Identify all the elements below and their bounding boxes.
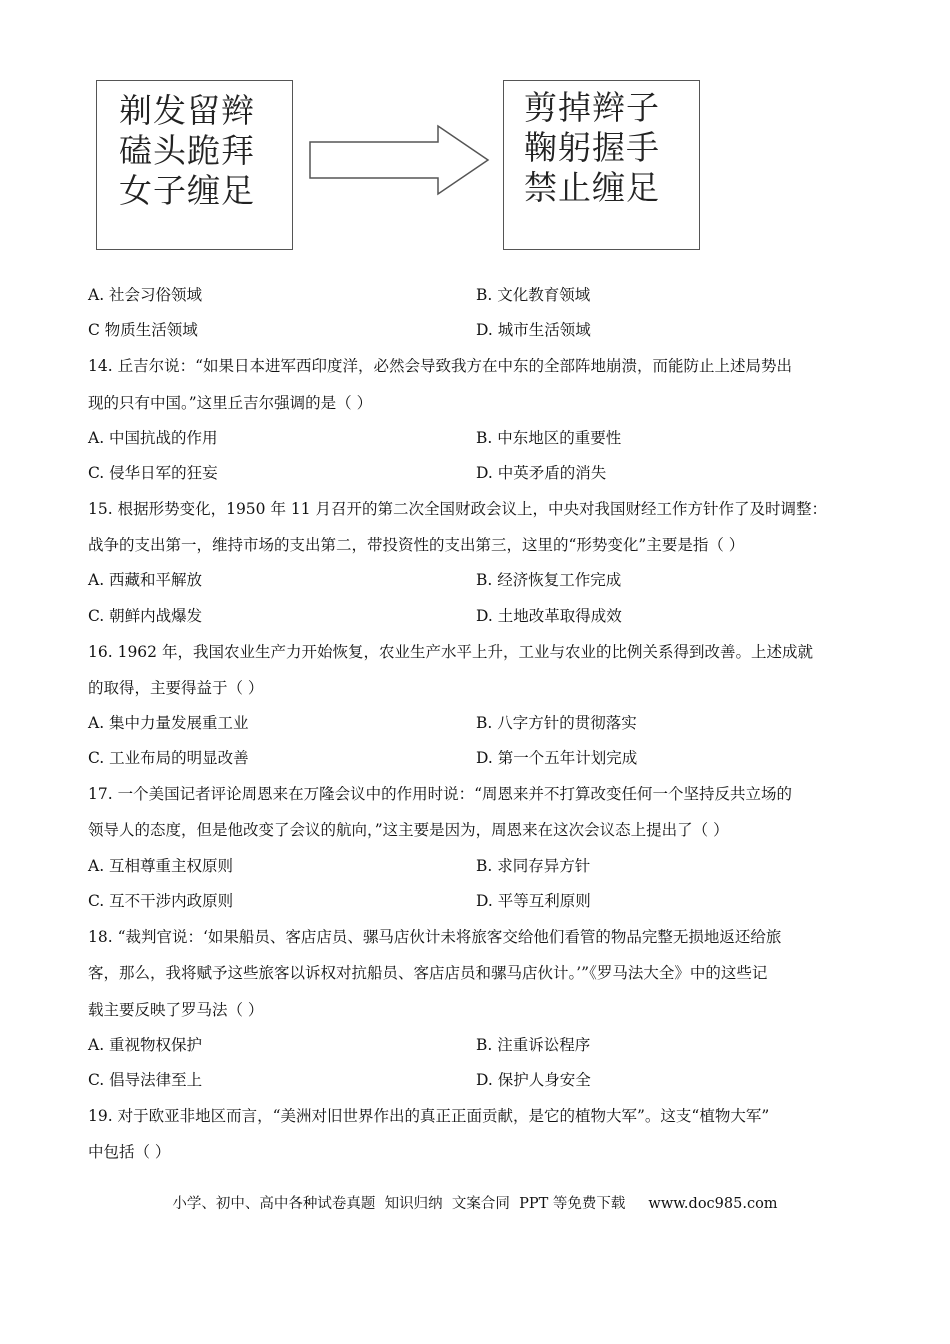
- left-box-line: 剃发留辫: [119, 91, 255, 130]
- right-box-line: 鞠躬握手: [524, 128, 660, 167]
- q14-option-b: B. 中东地区的重要性: [476, 429, 622, 447]
- q16-option-c: C. 工业布局的明显改善: [88, 749, 249, 767]
- q16-option-d: D. 第一个五年计划完成: [476, 749, 638, 767]
- q14-option-d: D. 中英矛盾的消失: [476, 464, 607, 482]
- q18-stem-line: 载主要反映了罗马法（ ）: [88, 1001, 264, 1019]
- q19-stem-line: 19. 对于欧亚非地区而言，“美洲对旧世界作出的真正正面贡献，是它的植物大军”。这支“植物大军”: [88, 1107, 770, 1125]
- right-arrow-icon: [308, 124, 490, 196]
- q16-stem-line: 的取得，主要得益于（ ）: [88, 679, 264, 697]
- figure-right-box: [503, 80, 700, 250]
- q13-option-c: C 物质生活领域: [88, 321, 198, 339]
- q18-option-a: A. 重视物权保护: [88, 1036, 203, 1054]
- q14-option-c: C. 侵华日军的狂妄: [88, 464, 218, 482]
- q15-option-c: C. 朝鲜内战爆发: [88, 607, 203, 625]
- q17-stem-line: 17. 一个美国记者评论周恩来在万隆会议中的作用时说：“周恩来并不打算改变任何一个坚持反共立场的: [88, 785, 793, 803]
- q18-option-b: B. 注重诉讼程序: [476, 1036, 591, 1054]
- q16-option-a: A. 集中力量发展重工业: [88, 714, 249, 732]
- q17-option-d: D. 平等互利原则: [476, 892, 591, 910]
- q15-option-a: A. 西藏和平解放: [88, 571, 203, 589]
- q17-stem-line: 领导人的态度，但是他改变了会议的航向，”这主要是因为，周恩来在这次会议态上提出了（ ）: [88, 821, 729, 839]
- page-footer: 小学、初中、高中各种试卷真题 知识归纳 文案合同 PPT 等免费下载 www.doc985.com: [172, 1196, 778, 1212]
- q14-stem-line: 14. 丘吉尔说：“如果日本进军西印度洋，必然会导致我方在中东的全部阵地崩溃，而能防止上述局势出: [88, 357, 793, 375]
- q13-option-a: A. 社会习俗领域: [88, 286, 203, 304]
- q15-stem-line: 15. 根据形势变化，1950 年 11 月召开的第二次全国财政会议上，中央对我国财经工作方针作了及时调整：: [88, 500, 828, 518]
- figure-left-box: [96, 80, 293, 250]
- q15-option-b: B. 经济恢复工作完成: [476, 571, 622, 589]
- q19-stem-line: 中包括（ ）: [88, 1143, 171, 1161]
- q15-stem-line: 战争的支出第一，维持市场的支出第二，带投资性的支出第三，这里的“形势变化”主要是指（ ）: [88, 536, 745, 554]
- q15-option-d: D. 土地改革取得成效: [476, 607, 622, 625]
- q17-option-a: A. 互相尊重主权原则: [88, 857, 234, 875]
- q18-option-d: D. 保护人身安全: [476, 1071, 591, 1089]
- left-box-line: 女子缠足: [119, 171, 255, 210]
- q16-option-b: B. 八字方针的贯彻落实: [476, 714, 637, 732]
- q18-stem-line: 18. “裁判官说：‘如果船员、客店店员、骡马店伙计未将旅客交给他们看管的物品完整无损地返还给旅: [88, 928, 782, 946]
- left-box-line: 磕头跪拜: [119, 131, 255, 170]
- q13-option-b: B. 文化教育领域: [476, 286, 591, 304]
- right-box-line: 剪掉辫子: [524, 88, 660, 127]
- q18-option-c: C. 倡导法律至上: [88, 1071, 203, 1089]
- q16-stem-line: 16. 1962 年，我国农业生产力开始恢复，农业生产水平上升，工业与农业的比例关系得到改善。上述成就: [88, 643, 813, 661]
- q17-option-c: C. 互不干涉内政原则: [88, 892, 234, 910]
- q14-stem-line: 现的只有中国。”这里丘吉尔强调的是（ ）: [88, 394, 373, 412]
- q18-stem-line: 客，那么，我将赋予这些旅客以诉权对抗船员、客店店员和骡马店伙计。’”《罗马法大全》中的这些记: [88, 964, 768, 982]
- q17-option-b: B. 求同存异方针: [476, 857, 591, 875]
- q13-option-d: D. 城市生活领域: [476, 321, 591, 339]
- right-box-line: 禁止缠足: [524, 168, 660, 207]
- q14-option-a: A. 中国抗战的作用: [88, 429, 218, 447]
